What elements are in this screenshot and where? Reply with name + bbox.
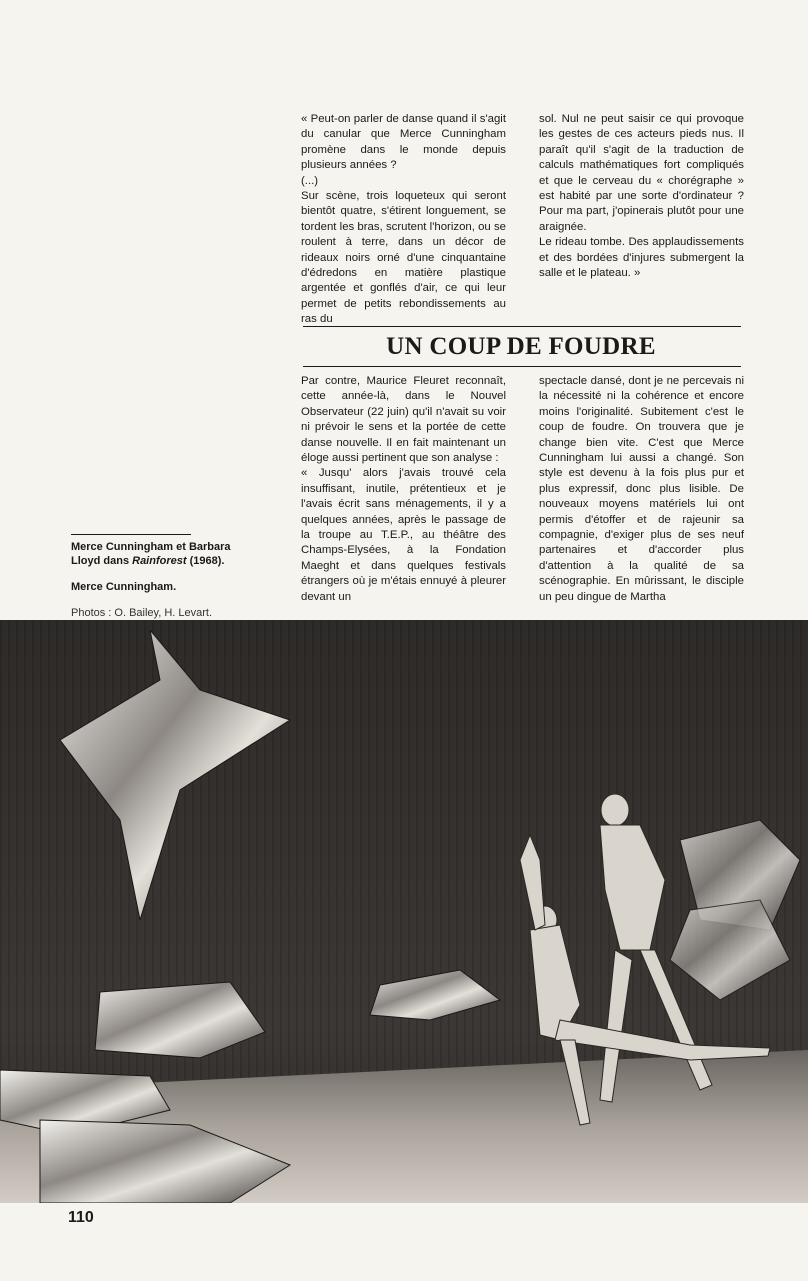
paragraph: spectacle dansé, dont je ne percevais ni la nécessité ni la cohérence et encore moins l'originalité. Subitement c'est le coup de foudre. On trouvera que je change bien vite. C'est que Merce Cunningham lui aussi a changé. Son style est devenu à la fois plus pur et plus expressif, donc plus lisible. De nouveaux moyens matériels lui ont permis d'étoffer et de rajeunir sa compagnie, d'exiger plus de ses neuf partenaires et d'accorder plus d'attention à la qualité de sa scénographie. En mûrissant, le disciple un peu dingue de Martha [539,375,744,603]
caption-line-2: Merce Cunningham. [71,581,177,593]
paragraph: Par contre, Maurice Fleuret reconnaît, cette année-là, dans le Nouvel Observateur (22 juin) qu'il n'avait su voir ni prévoir le sens et la portée de cette danse nouvelle. Il en fait maintenant un éloge aussi pertinent que son analyse : [301,375,506,465]
section-heading: UN COUP DE FOUDRE [386,333,656,360]
photo-caption [71,540,261,620]
article-column-top-right [539,112,744,281]
page-number: 110 [68,1209,94,1226]
stage-photo [0,620,808,1203]
heading-bottom-rule [303,366,741,367]
article-column-bottom-right [539,374,744,605]
caption-rule [71,534,191,535]
photo-credit: Photos : O. Bailey, H. Levart. [71,607,213,619]
heading-top-rule [303,326,741,327]
caption-year: (1968). [186,555,225,567]
article-column-top-left [301,112,506,328]
paragraph: Le rideau tombe. Des applaudissements et des bordées d'injures submergent la salle et le plateau. » [539,236,744,280]
caption-line-1 [71,540,261,568]
stage-photo-illustration [0,620,808,1203]
paragraph: Sur scène, trois loqueteux qui seront bientôt quatre, s'étirent longuement, se tordent les bras, scrutent l'horizon, ou se roulent à terre, dans un décor de rideaux noirs orné d'une cinquantaine d'édredons en matière plastique argentée et gonflés d'air, ce qui leur permet de petits rebondissements au ras du [301,190,506,326]
caption-text: Merce Cunningham et Barbara Lloyd dans [71,541,231,567]
paragraph: « Peut-on parler de danse quand il s'agit du canular que Merce Cunningham promène dans le monde depuis plusieurs années ? [301,113,506,172]
article-column-bottom-left [301,374,506,605]
paragraph: sol. Nul ne peut saisir ce qui provoque les gestes de ces acteurs pieds nus. Il paraît qu'il s'agit de la traduction de calculs mathématiques fort compliqués et que le cerveau du « chorégraphe » est habité par une sorte d'ordinateur ? Pour ma part, j'opinerais plutôt pour une araignée. [539,113,744,233]
caption-work-title: Rainforest [132,555,187,567]
paragraph: « Jusqu' alors j'avais trouvé cela insuffisant, inutile, prétentieux et je l'avais écrit sans ménagements, il y a quelques années, après le passage de la troupe au T.E.P., au théâtre des Champs-Elysées, à la Fondation Maeght et dans quelques festivals étrangers où je m'étais ennuyé à pleurer devant un [301,467,506,603]
paragraph: (...) [301,174,319,187]
